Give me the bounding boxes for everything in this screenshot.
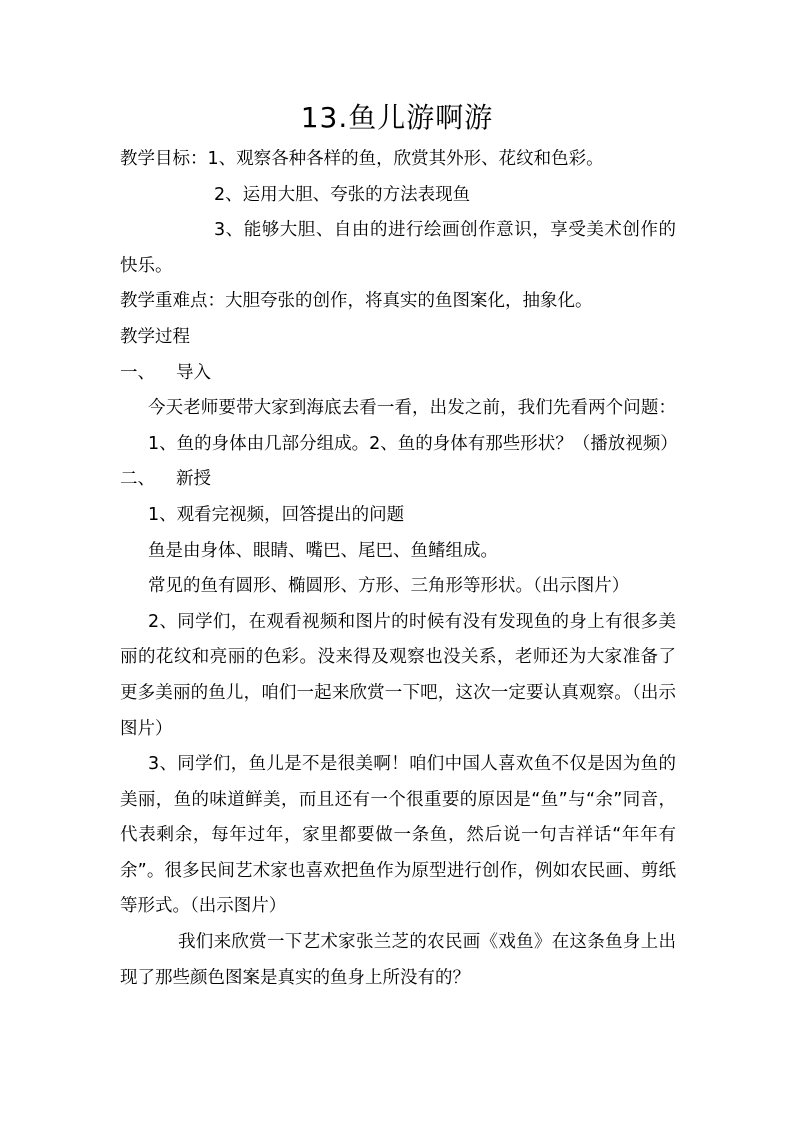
teaching-goal-3: 3、能够大胆、自由的进行绘画创作意识，享受美术创作的快乐。 — [120, 220, 676, 276]
document-title: 13.鱼儿游啊游 — [300, 101, 494, 134]
teaching-goal-1: 教学目标：1、观察各种各样的鱼，欣赏其外形、花纹和色彩。 — [120, 149, 604, 169]
section-1-heading — [120, 356, 676, 392]
teaching-goal-2: 2、运用大胆、夸张的方法表现鱼 — [214, 184, 471, 205]
new-lesson-item-3: 3、同学们，鱼儿是不是很美啊！咱们中国人喜欢鱼不仅是因为鱼的美丽，鱼的味道鲜美，而且还有一个很重要的原因是“鱼”与“余”同音，代表剩余，每年过年，家里都要做一条鱼，然后说一句吉祥话“年年有余”。很多民间艺术家也喜欢把鱼作为原型进行创作，例如农民画、剪纸等形式。（出示图片） — [120, 754, 676, 917]
document-body — [120, 142, 676, 996]
new-lesson-item-1-answer: 鱼是由身体、眼睛、嘴巴、尾巴、鱼鳍组成。 — [148, 540, 498, 561]
process-heading: 教学过程 — [120, 326, 190, 347]
section-1-number: 一、 — [120, 362, 155, 383]
new-lesson-item-4: 我们来欣赏一下艺术家张兰芝的农民画《戏鱼》在这条鱼身上出现了那些颜色图案是真实的鱼身上所没有的？ — [120, 932, 676, 988]
section-1-title: 导入 — [176, 362, 211, 383]
section-2-heading — [120, 462, 676, 498]
new-lesson-item-1: 1、观看完视频，回答提出的问题 — [148, 504, 405, 525]
intro-paragraph: 今天老师要带大家到海底去看一看，出发之前，我们先看两个问题：1、鱼的身体由几部分组成。2、鱼的身体有那些形状？（播放视频） — [148, 398, 678, 454]
section-2-title: 新授 — [176, 469, 211, 490]
new-lesson-item-1-shapes: 常见的鱼有圆形、椭圆形、方形、三角形等形状。（出示图片） — [148, 576, 630, 597]
section-2-number: 二、 — [120, 469, 155, 490]
new-lesson-item-2: 2、同学们，在观看视频和图片的时候有没有发现鱼的身上有很多美丽的花纹和亮丽的色彩。没来得及观察也没关系，老师还为大家准备了更多美丽的鱼儿，咱们一起来欣赏一下吧，这次一定要认真观察。（出示图片） — [120, 611, 676, 739]
key-points: 教学重难点：大胆夸张的创作，将真实的鱼图案化，抽象化。 — [120, 291, 593, 312]
